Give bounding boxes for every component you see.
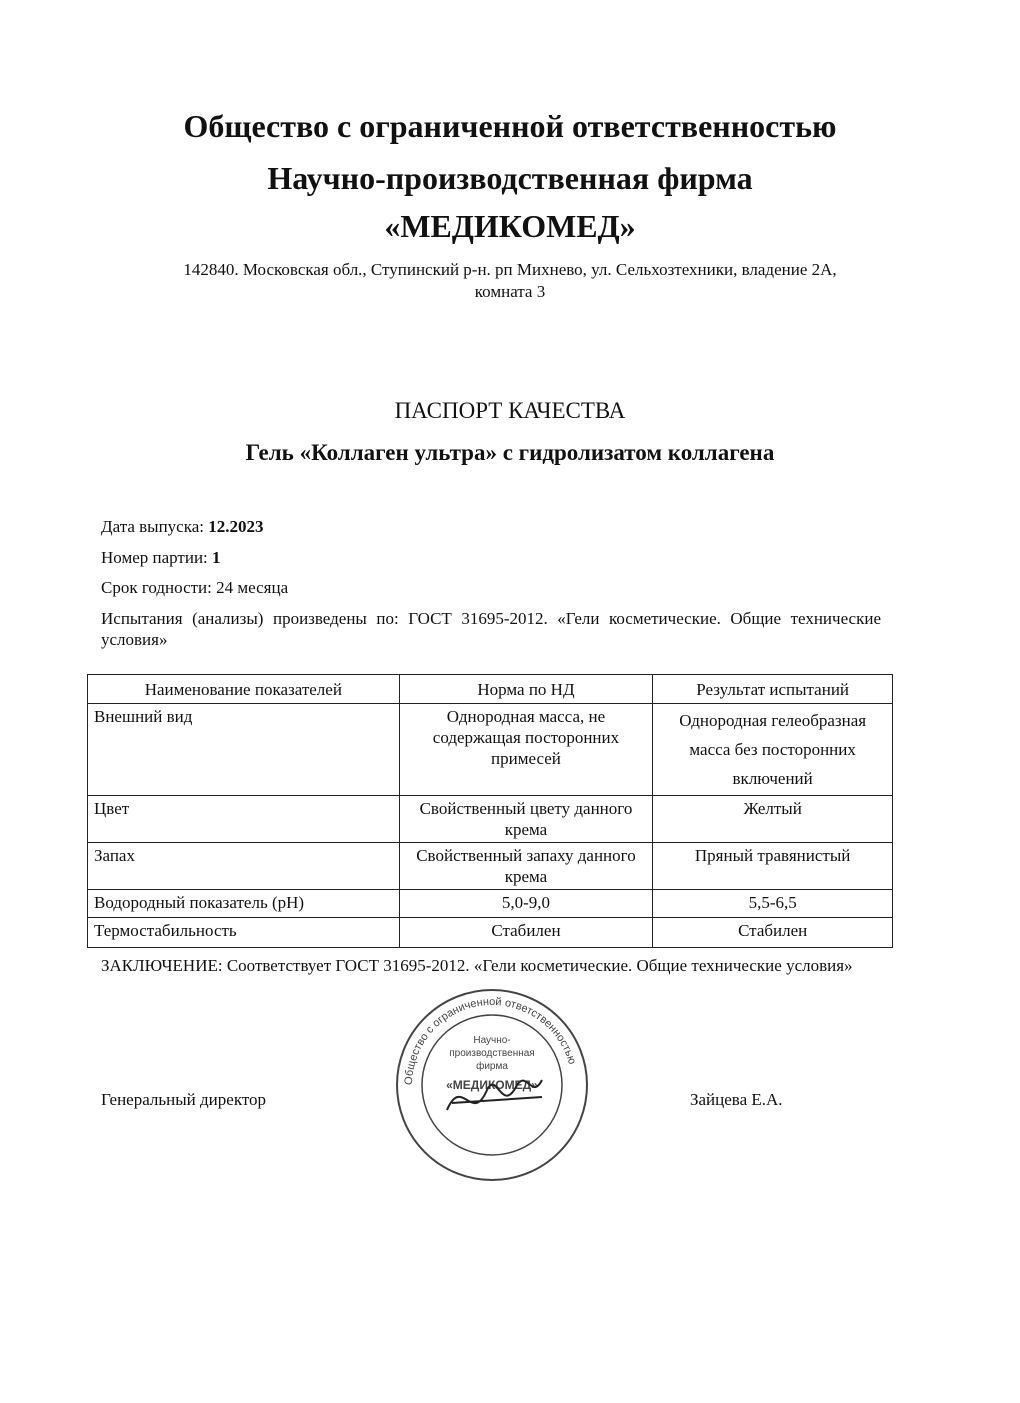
table-row xyxy=(88,890,893,918)
org-name-line3: «МЕДИКОМЕД» xyxy=(384,208,636,244)
stamp-inner-text-4: «МЕДИКОМЕД» xyxy=(446,1078,538,1092)
product-name: Гель «Коллаген ультра» с гидролизатом коллагена xyxy=(245,440,775,465)
release-date xyxy=(101,516,264,538)
batch-number-value: 1 xyxy=(212,548,221,567)
table-cell: Свойственный цвету данного крема xyxy=(399,796,653,843)
stamp-inner-text-1: Научно- xyxy=(473,1035,511,1046)
table-cell: Однородная масса, не содержащая посторонних примесей xyxy=(399,704,653,796)
table-cell: Водородный показатель (pH) xyxy=(88,890,400,918)
table-row xyxy=(88,704,893,796)
table-cell: Свойственный запаху данного крема xyxy=(399,843,653,890)
stamp-inner-text-3: фирма xyxy=(476,1061,508,1072)
release-date-label: Дата выпуска: xyxy=(101,517,204,536)
table-cell: Запах xyxy=(88,843,400,890)
table-cell: Цвет xyxy=(88,796,400,843)
stamp-ring-textpath: Общество с ограниченной ответственностью xyxy=(402,995,579,1086)
table-header-cell: Наименование показателей xyxy=(88,675,400,704)
tests-standard: Испытания (анализы) произведены по: ГОСТ 31695-2012. «Гели косметические. Общие технические условия» xyxy=(101,609,881,649)
table-cell: Однородная гелеобразная масса без посторонних включений xyxy=(653,704,893,796)
quality-table xyxy=(87,674,893,948)
table-header-cell: Результат испытаний xyxy=(653,675,893,704)
address-line1: 142840. Московская обл., Ступинский р-н. рп Михнево, ул. Сельхозтехники, владение 2А, xyxy=(183,260,837,279)
table-cell: 5,5-6,5 xyxy=(653,890,893,918)
signatory-name: Зайцева Е.А. xyxy=(690,1090,783,1109)
document-title: ПАСПОРТ КАЧЕСТВА xyxy=(394,398,626,423)
table-row xyxy=(88,918,893,948)
table-cell: Термостабильность xyxy=(88,918,400,948)
stamp-inner-text-2: производственная xyxy=(449,1048,535,1059)
org-name-line2: Научно-производственная фирма xyxy=(267,160,753,196)
shelf-life: Срок годности: 24 месяца xyxy=(101,578,289,597)
batch-number-label: Номер партии: xyxy=(101,548,208,567)
table-cell: 5,0-9,0 xyxy=(399,890,653,918)
address-line2: комната 3 xyxy=(474,282,546,301)
table-row xyxy=(88,843,893,890)
table-header-cell: Норма по НД xyxy=(399,675,653,704)
company-stamp xyxy=(392,985,592,1185)
table-cell: Внешний вид xyxy=(88,704,400,796)
signatory-role: Генеральный директор xyxy=(101,1090,267,1109)
release-date-value: 12.2023 xyxy=(208,517,264,536)
table-row xyxy=(88,796,893,843)
org-name-line1: Общество с ограниченной ответственностью xyxy=(183,108,837,144)
batch-number xyxy=(101,547,221,569)
table-header-row xyxy=(88,675,893,704)
table-cell: Желтый xyxy=(653,796,893,843)
conclusion: ЗАКЛЮЧЕНИЕ: Соответствует ГОСТ 31695-2012. «Гели косметические. Общие технические условия» xyxy=(101,956,853,975)
table-cell: Пряный травянистый xyxy=(653,843,893,890)
table-cell: Стабилен xyxy=(653,918,893,948)
table-cell: Стабилен xyxy=(399,918,653,948)
